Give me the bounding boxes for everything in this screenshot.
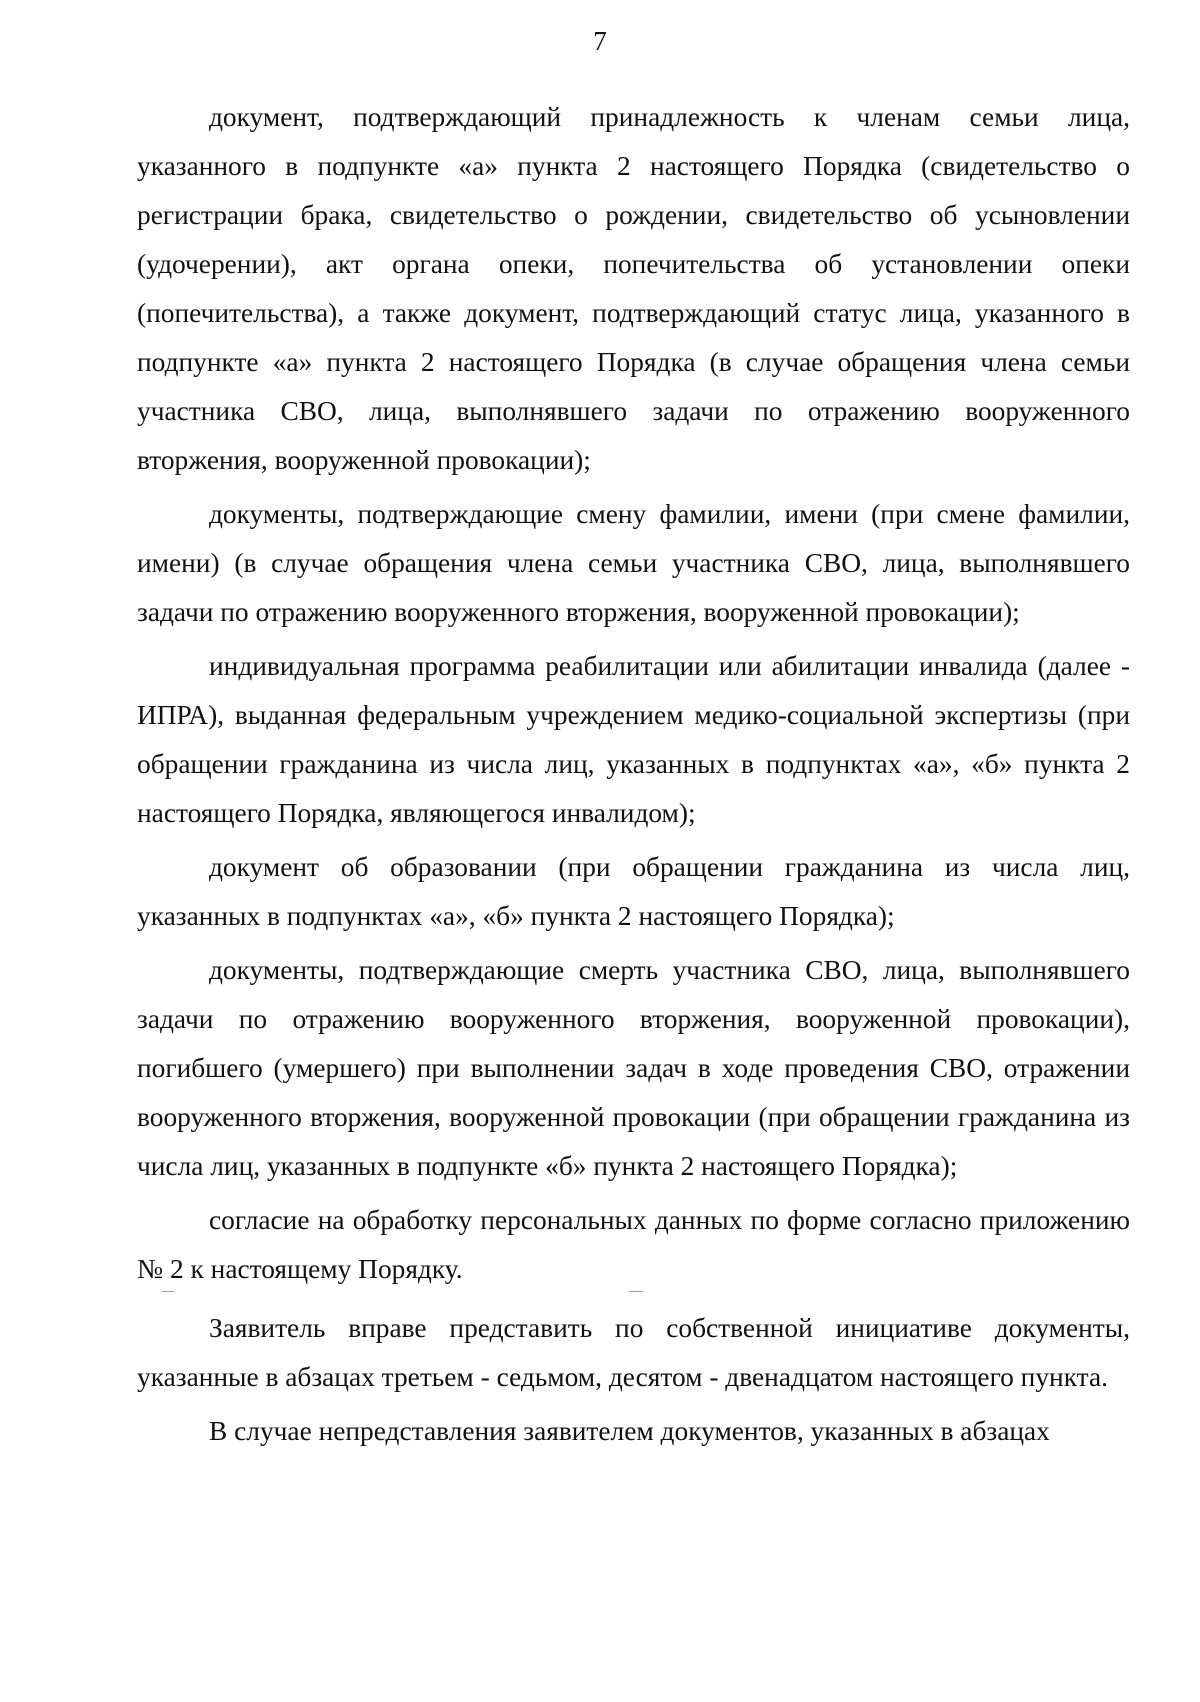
paragraph-name-change-documents: документы, подтверждающие смену фамилии, имени (при смене фамилии, имени) (в случае обращения члена семьи участника СВО, лица, выполнявшего задачи по отражению вооруженного вторжения, вооруженной провокации);: [137, 499, 1130, 627]
page-number: 7: [593, 26, 607, 56]
paragraph-non-submission: В случае непредставления заявителем документов, указанных в абзацах: [209, 1416, 1050, 1446]
scan-artifact-mark: [162, 1291, 174, 1292]
document-body: [137, 93, 1130, 1461]
scan-artifact-mark: [629, 1291, 643, 1292]
paragraph-applicant-right: Заявитель вправе представить по собственной инициативе документы, указанные в абзацах третьем - седьмом, десятом - двенадцатом настоящего пункта.: [137, 1313, 1130, 1392]
paragraph-personal-data-consent: согласие на обработку персональных данных по форме согласно приложению № 2 к настоящему Порядку.: [137, 1205, 1130, 1284]
paragraph-death-documents: документы, подтверждающие смерть участника СВО, лица, выполнявшего задачи по отражению вооруженного вторжения, вооруженной провокации), погибшего (умершего) при выполнении задач в ходе проведения СВО, отражении вооруженного вторжения, вооруженной провокации (при обращении гражданина из числа лиц, указанных в подпункте «б» пункта 2 настоящего Порядка);: [137, 955, 1130, 1181]
paragraph-family-membership-document: документ, подтверждающий принадлежность к членам семьи лица, указанного в подпункте «а» пункта 2 настоящего Порядка (свидетельство о регистрации брака, свидетельство о рождении, свидетельство об усыновлении (удочерении), акт органа опеки, попечительства об установлении опеки (попечительства), а также документ, подтверждающий статус лица, указанного в подпункте «а» пункта 2 настоящего Порядка (в случае обращения члена семьи участника СВО, лица, выполнявшего задачи по отражению вооруженного вторжения, вооруженной провокации);: [137, 102, 1130, 475]
paragraph-ipra: индивидуальная программа реабилитации или абилитации инвалида (далее - ИПРА), выданная федеральным учреждением медико-социальной экспертизы (при обращении гражданина из числа лиц, указанных в подпунктах «а», «б» пункта 2 настоящего Порядка, являющегося инвалидом);: [137, 651, 1130, 828]
paragraph-education-document: документ об образовании (при обращении гражданина из числа лиц, указанных в подпунктах «а», «б» пункта 2 настоящего Порядка);: [137, 852, 1130, 931]
